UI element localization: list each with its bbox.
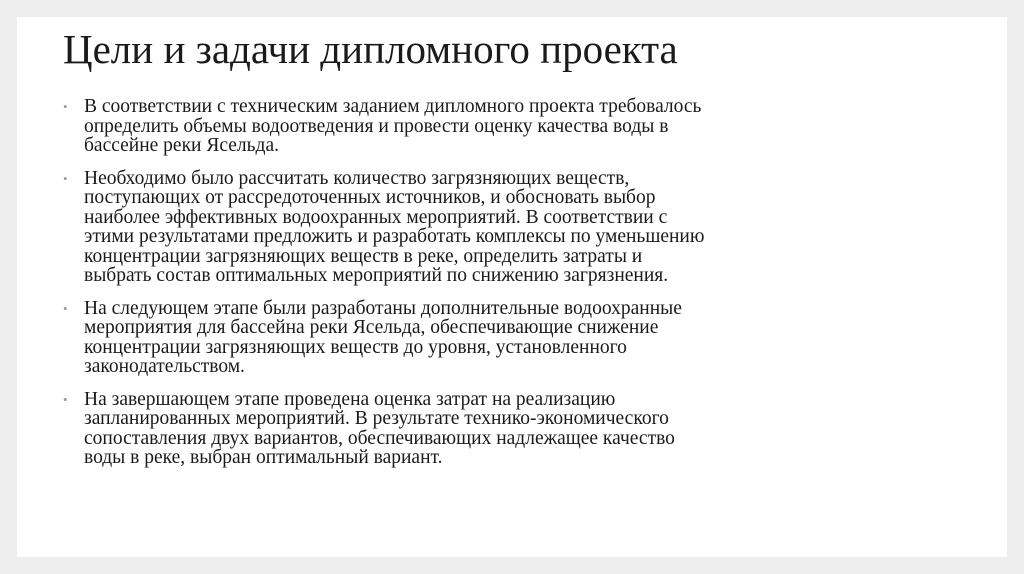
bullet-text-line: В соответствии с техническим заданием дипломного проекта требовалось xyxy=(84,96,702,117)
bullet-text-line: выбрать состав оптимальных мероприятий по снижению загрязнения. xyxy=(84,265,669,286)
bullet-text-line: законодательством. xyxy=(84,356,245,377)
bullet-list xyxy=(63,97,783,481)
bullet-item xyxy=(63,169,783,286)
bullet-text-line: На следующем этапе были разработаны дополнительные водоохранные xyxy=(84,297,682,319)
bullet-dot-icon: • xyxy=(63,391,68,407)
slide-title: Цели и задачи дипломного проекта xyxy=(63,26,678,72)
bullet-text-line: воды в реке, выбран оптимальный вариант. xyxy=(84,447,443,468)
bullet-text-line: запланированных мероприятий. В результате технико-экономического xyxy=(84,408,669,429)
bullet-text-line: концентрации загрязняющих веществ до уровня, установленного xyxy=(84,336,627,358)
bullet-text-line: поступающих от рассредоточенных источников, и обосновать выбор xyxy=(84,187,656,208)
bullet-text-line: этими результатами предложить и разработать комплексы по уменьшению xyxy=(84,226,705,247)
bullet-dot-icon: • xyxy=(63,99,68,114)
bullet-item xyxy=(63,299,783,377)
bullet-item xyxy=(63,97,783,156)
bullet-text-line: сопоставления двух вариантов, обеспечивающих надлежащее качество xyxy=(84,427,675,449)
bullet-text-line: наиболее эффективных водоохранных мероприятий. В соответствии с xyxy=(84,206,668,228)
bullet-text-line: Необходимо было рассчитать количество загрязняющих веществ, xyxy=(84,167,630,189)
bullet-text-line: мероприятия для бассейна реки Ясельда, обеспечивающие снижение xyxy=(84,317,659,338)
bullet-text-line: концентрации загрязняющих веществ в реке, определить затраты и xyxy=(84,245,643,267)
bullet-text-line: На завершающем этапе проведена оценка затрат на реализацию xyxy=(84,388,616,410)
bullet-dot-icon: • xyxy=(63,300,68,316)
bullet-text-line: бассейне реки Ясельда. xyxy=(84,135,279,156)
bullet-item xyxy=(63,390,783,468)
bullet-text-line: определить объемы водоотведения и провести оценку качества воды в xyxy=(84,115,669,137)
bullet-dot-icon: • xyxy=(63,170,68,186)
slide xyxy=(17,17,1007,557)
